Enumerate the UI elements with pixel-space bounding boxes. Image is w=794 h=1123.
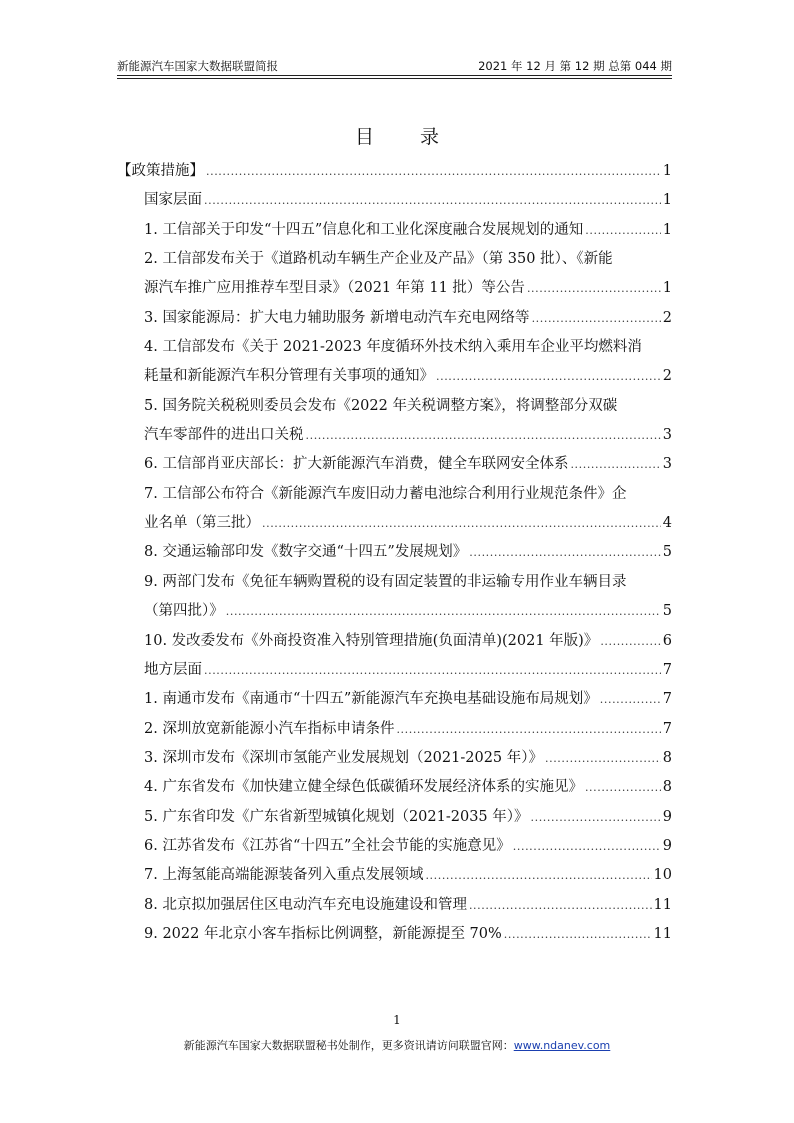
toc-entry[interactable] — [117, 656, 672, 685]
page-number: 1 — [393, 1013, 401, 1027]
toc-entry[interactable] — [117, 891, 672, 920]
toc-dot-leader — [425, 861, 651, 890]
toc-page-number: 8 — [662, 749, 672, 766]
toc-dot-leader — [513, 832, 661, 861]
toc-entry-text: 9. 2022 年北京小客车指标比例调整，新能源提至 70% — [144, 925, 502, 942]
toc-entry-text: 3. 国家能源局：扩大电力辅助服务 新增电动汽车充电网络等 — [144, 309, 530, 326]
toc-entry-text: 8. 北京拟加强居住区电动汽车充电设施建设和管理 — [144, 896, 467, 913]
toc-entry[interactable] — [117, 216, 672, 245]
header-publication-title: 新能源汽车国家大数据联盟简报 — [117, 59, 278, 73]
toc-entry-text: 耗量和新能源汽车积分管理有关事项的通知》 — [144, 368, 434, 385]
toc-entry-text: 7. 上海氢能高端能源装备列入重点发展领域 — [144, 867, 424, 884]
toc-entry-text: 国家层面 — [144, 192, 202, 209]
toc-entry[interactable] — [117, 715, 672, 744]
toc-page-number: 5 — [662, 603, 672, 620]
footer-credit: 新能源汽车国家大数据联盟秘书处制作，更多资讯请访问联盟官网： — [183, 1039, 514, 1052]
toc-entry[interactable] — [117, 421, 672, 450]
toc-page-number: 2 — [662, 309, 672, 326]
toc-entry-text: 【政策措施】 — [117, 163, 204, 179]
toc-entry[interactable] — [117, 157, 672, 186]
page-footer — [0, 1013, 794, 1053]
toc-page-number: 9 — [662, 808, 672, 825]
toc-entry[interactable] — [117, 832, 672, 861]
toc-entry[interactable] — [117, 304, 672, 333]
toc-page-number: 1 — [662, 163, 672, 179]
toc-entry[interactable] — [117, 450, 672, 479]
toc-page-number: 1 — [662, 280, 672, 297]
toc-entry-text: 汽车零部件的进出口关税 — [144, 427, 304, 444]
toc-entry-text: 4. 工信部发布《关于 2021-2023 年度循环外技术纳入乘用车企业平均燃料消 — [144, 339, 642, 356]
toc-dot-leader — [504, 920, 652, 949]
toc-entry-text: 2. 深圳放宽新能源小汽车指标申请条件 — [144, 720, 395, 737]
toc-entry[interactable] — [117, 274, 672, 303]
header-rule-thin — [117, 78, 672, 79]
toc-dot-leader — [469, 538, 660, 567]
toc-entry[interactable] — [117, 186, 672, 215]
toc-entry[interactable] — [117, 245, 672, 274]
toc-entry-text: 地方层面 — [144, 661, 202, 678]
toc-entry[interactable] — [117, 509, 672, 538]
header-rule-thick — [117, 75, 672, 76]
toc-dot-leader — [600, 627, 660, 656]
toc-dot-leader — [204, 656, 661, 685]
toc-dot-leader — [204, 186, 661, 215]
toc-dot-leader — [262, 509, 661, 538]
toc-entry-text: 7. 工信部公布符合《新能源汽车废旧动力蓄电池综合利用行业规范条件》企 — [144, 485, 627, 502]
toc-dot-leader — [531, 803, 661, 832]
toc-page-number: 2 — [662, 368, 672, 385]
toc-page-number: 10 — [653, 867, 672, 884]
toc-page-number: 1 — [662, 192, 672, 209]
toc-entry-text: 源汽车推广应用推荐车型目录》（2021 年第 11 批）等公告 — [144, 280, 525, 297]
toc-entry-text: 业名单（第三批） — [144, 515, 260, 532]
toc-page-number: 11 — [653, 925, 672, 942]
toc-page-number: 7 — [662, 691, 672, 708]
toc-entry[interactable] — [117, 333, 672, 362]
toc-page-number: 7 — [662, 720, 672, 737]
toc-dot-leader — [532, 304, 661, 333]
toc-dot-leader — [206, 157, 661, 186]
toc-entry[interactable] — [117, 392, 672, 421]
toc-entry[interactable] — [117, 480, 672, 509]
toc-page-number: 3 — [662, 456, 672, 473]
toc-dot-leader — [585, 773, 661, 802]
toc-dot-leader — [306, 421, 661, 450]
toc-entry-text: 6. 江苏省发布《江苏省“十四五”全社会节能的实施意见》 — [144, 837, 511, 854]
toc-page-number: 3 — [662, 427, 672, 444]
toc-page-number: 8 — [662, 779, 672, 796]
toc-page-number: 1 — [662, 221, 672, 238]
page-header — [117, 55, 672, 75]
table-of-contents — [117, 157, 672, 949]
toc-dot-leader — [527, 274, 661, 303]
toc-dot-leader — [469, 891, 652, 920]
toc-entry-text: 3. 深圳市发布《深圳市氢能产业发展规划（2021-2025 年）》 — [144, 749, 544, 766]
toc-entry-text: 2. 工信部发布关于《道路机动车辆生产企业及产品》（第 350 批）、《新能 — [144, 251, 613, 268]
toc-entry-text: 8. 交通运输部印发《数字交通“十四五”发展规划》 — [144, 544, 468, 561]
toc-entry-text: 10. 发改委发布《外商投资准入特别管理措施(负面清单)(2021 年版)》 — [144, 632, 599, 649]
toc-dot-leader — [570, 450, 660, 479]
toc-entry[interactable] — [117, 568, 672, 597]
toc-entry[interactable] — [117, 685, 672, 714]
toc-page-number: 11 — [653, 896, 672, 913]
toc-entry-text: 9. 两部门发布《免征车辆购置税的设有固定装置的非运输专用作业车辆目录 — [144, 573, 627, 590]
toc-entry[interactable] — [117, 744, 672, 773]
toc-entry[interactable] — [117, 920, 672, 949]
toc-dot-leader — [396, 715, 660, 744]
toc-entry[interactable] — [117, 773, 672, 802]
toc-entry-text: 1. 南通市发布《南通市“十四五”新能源汽车充换电基础设施布局规划》 — [144, 691, 598, 708]
toc-entry-text: （第四批）》 — [144, 603, 224, 620]
toc-entry[interactable] — [117, 597, 672, 626]
toc-entry[interactable] — [117, 803, 672, 832]
toc-entry-text: 4. 广东省发布《加快建立健全绿色低碳循环发展经济体系的实施见》 — [144, 779, 583, 796]
toc-entry-text: 1. 工信部关于印发“十四五”信息化和工业化深度融合发展规划的通知 — [144, 221, 584, 238]
toc-entry[interactable] — [117, 627, 672, 656]
toc-dot-leader — [436, 362, 661, 391]
toc-entry-text: 6. 工信部肖亚庆部长：扩大新能源汽车消费，健全车联网安全体系 — [144, 456, 569, 473]
footer-website-link[interactable]: www.ndanev.com — [513, 1039, 611, 1052]
toc-entry[interactable] — [117, 861, 672, 890]
toc-entry[interactable] — [117, 538, 672, 567]
toc-dot-leader — [600, 685, 661, 714]
header-issue-info: 2021 年 12 月 第 12 期 总第 044 期 — [478, 59, 672, 73]
toc-page-number: 4 — [662, 515, 672, 532]
toc-entry-text: 5. 广东省印发《广东省新型城镇化规划（2021-2035 年）》 — [144, 808, 529, 825]
toc-page-number: 7 — [662, 661, 672, 678]
toc-dot-leader — [585, 216, 660, 245]
toc-page-number: 6 — [662, 632, 672, 649]
toc-entry[interactable] — [117, 362, 672, 391]
toc-page-number: 9 — [662, 837, 672, 854]
toc-page-number: 5 — [662, 544, 672, 561]
toc-dot-leader — [545, 744, 661, 773]
toc-entry-text: 5. 国务院关税税则委员会发布《2022 年关税调整方案》，将调整部分双碳 — [144, 397, 618, 414]
toc-dot-leader — [226, 597, 661, 626]
toc-title: 目录 — [354, 126, 485, 148]
